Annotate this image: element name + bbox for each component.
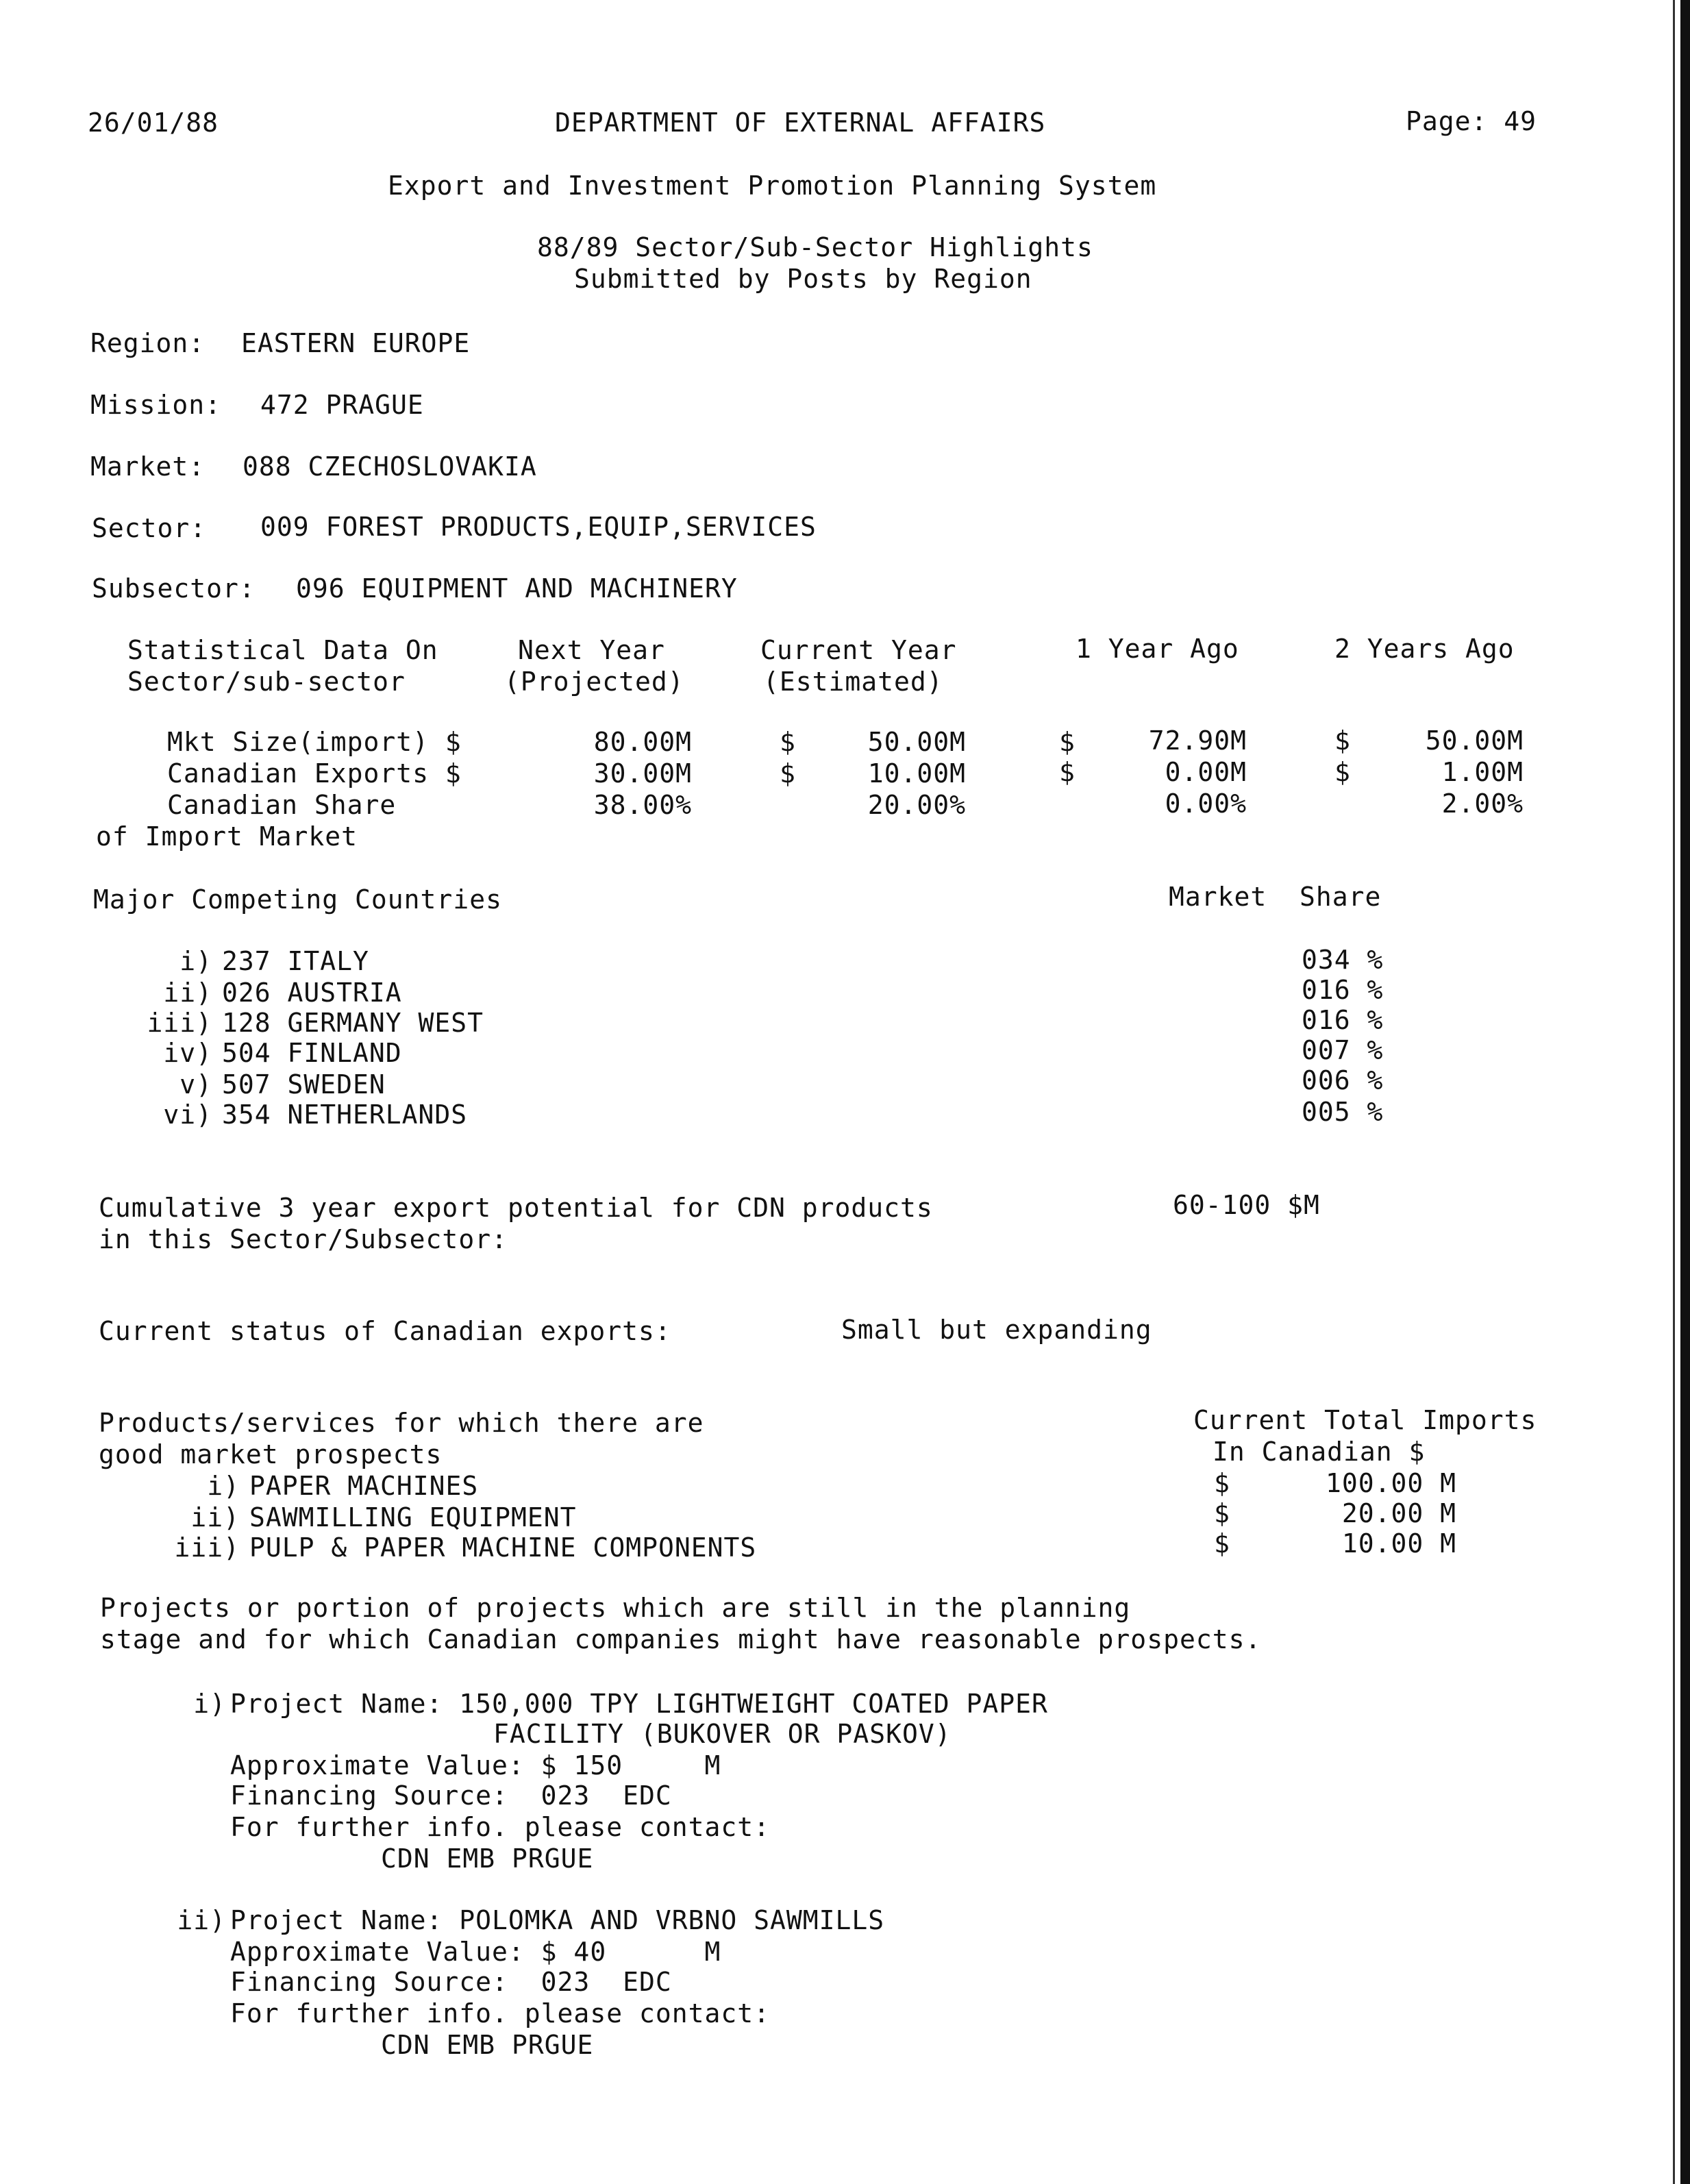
col-next-year: Next Year — [518, 635, 665, 665]
contact-value: CDN EMB PRGUE — [381, 2030, 594, 2060]
col-current-year-sub: (Estimated) — [763, 667, 943, 697]
country-name: 237 ITALY — [222, 946, 369, 976]
row-label: Canadian Exports $ — [167, 758, 462, 789]
import-value: 20.00 M — [1341, 1498, 1456, 1528]
row-label: Mkt Size(import) $ — [167, 727, 462, 757]
system-title: Export and Investment Promotion Planning System — [388, 171, 1157, 201]
currency-symbol: $ — [1059, 757, 1076, 787]
imports-heading-2: In Canadian $ — [1213, 1437, 1426, 1467]
projects-intro-1: Projects or portion of projects which are still in the planning — [100, 1593, 1131, 1623]
next-year-value: 80.00M — [593, 727, 692, 757]
one-year-ago-value: 0.00M — [1165, 757, 1247, 787]
one-year-ago-value: 0.00% — [1165, 789, 1247, 819]
market-label: Market: — [90, 451, 206, 482]
item-number: vi) — [163, 1100, 212, 1130]
current-year-value: 50.00M — [867, 727, 966, 757]
product-name: PULP & PAPER MACHINE COMPONENTS — [249, 1532, 757, 1563]
potential-line-1: Cumulative 3 year export potential for CDN products — [99, 1193, 933, 1223]
row-label: Canadian Share — [167, 790, 397, 820]
project-name-cont: FACILITY (BUKOVER OR PASKOV) — [493, 1719, 952, 1749]
contact-label: For further info. please contact: — [230, 1998, 770, 2028]
market-share-value: 016 % — [1302, 975, 1384, 1005]
subsector-label: Subsector: — [92, 573, 256, 604]
page-number: Page: 49 — [1406, 106, 1537, 136]
projects-intro-2: stage and for which Canadian companies might have reasonable prospects. — [100, 1624, 1262, 1654]
mission-label: Mission: — [90, 390, 222, 420]
country-name: 504 FINLAND — [222, 1038, 402, 1068]
currency-symbol: $ — [780, 727, 796, 757]
currency-symbol: $ — [1334, 757, 1351, 787]
products-heading-2: good market prospects — [99, 1439, 443, 1469]
item-number: ii) — [177, 1905, 226, 1935]
col-1-year-ago: 1 Year Ago — [1076, 634, 1239, 664]
financing-source: Financing Source: 023 EDC — [230, 1967, 672, 1997]
currency-symbol: $ — [1214, 1528, 1230, 1559]
item-number: i) — [179, 946, 212, 976]
product-name: SAWMILLING EQUIPMENT — [249, 1502, 577, 1532]
two-years-ago-value: 50.00M — [1425, 725, 1524, 756]
currency-symbol: $ — [1214, 1498, 1230, 1528]
country-name: 128 GERMANY WEST — [222, 1008, 484, 1038]
col-current-year: Current Year — [760, 635, 957, 665]
sector-label: Sector: — [92, 513, 207, 543]
status-value: Small but expanding — [841, 1315, 1152, 1345]
currency-symbol: $ — [780, 758, 796, 789]
col-next-year-sub: (Projected) — [504, 667, 684, 697]
current-year-value: 10.00M — [867, 758, 966, 789]
import-value: 10.00 M — [1341, 1528, 1456, 1559]
next-year-value: 30.00M — [593, 758, 692, 789]
subsector-value: 096 EQUIPMENT AND MACHINERY — [296, 573, 738, 604]
currency-symbol: $ — [1059, 727, 1076, 757]
market-share-value: 034 % — [1302, 945, 1384, 975]
currency-symbol: $ — [1334, 725, 1351, 756]
share-continuation: of Import Market — [96, 821, 358, 852]
item-number: i) — [193, 1689, 226, 1719]
project-name: Project Name: 150,000 TPY LIGHTWEIGHT COATED PAPER — [230, 1689, 1048, 1719]
project-value: Approximate Value: $ 40 M — [230, 1937, 721, 1967]
market-share-value: 006 % — [1302, 1065, 1384, 1095]
next-year-value: 38.00% — [593, 790, 692, 820]
one-year-ago-value: 72.90M — [1148, 725, 1247, 756]
country-name: 026 AUSTRIA — [222, 978, 402, 1008]
currency-symbol: $ — [1214, 1468, 1230, 1498]
competitors-heading: Major Competing Countries — [93, 884, 502, 915]
item-number: ii) — [163, 978, 212, 1008]
country-name: 507 SWEDEN — [222, 1069, 386, 1100]
region-label: Region: — [90, 328, 206, 358]
region-value: EASTERN EUROPE — [241, 328, 471, 358]
two-years-ago-value: 2.00% — [1441, 789, 1524, 819]
financing-source: Financing Source: 023 EDC — [230, 1780, 672, 1811]
page-edge-border — [1680, 0, 1690, 2184]
col-2-years-ago: 2 Years Ago — [1334, 634, 1515, 664]
market-value: 088 CZECHOSLOVAKIA — [243, 451, 537, 482]
import-value: 100.00 M — [1325, 1468, 1456, 1498]
stats-heading-1: Statistical Data On — [127, 635, 438, 665]
item-number: iii) — [174, 1532, 240, 1563]
contact-value: CDN EMB PRGUE — [381, 1844, 594, 1874]
report-date: 26/01/88 — [88, 108, 219, 138]
country-name: 354 NETHERLANDS — [222, 1100, 468, 1130]
project-value: Approximate Value: $ 150 M — [230, 1750, 721, 1780]
potential-value: 60-100 $M — [1173, 1190, 1320, 1220]
project-name: Project Name: POLOMKA AND VRBNO SAWMILLS — [230, 1905, 885, 1935]
potential-line-2: in this Sector/Subsector: — [99, 1224, 508, 1254]
report-title: 88/89 Sector/Sub-Sector Highlights — [537, 232, 1093, 262]
two-years-ago-value: 1.00M — [1441, 757, 1524, 787]
department-title: DEPARTMENT OF EXTERNAL AFFAIRS — [555, 108, 1046, 138]
current-year-value: 20.00% — [867, 790, 966, 820]
stats-heading-2: Sector/sub-sector — [127, 667, 406, 697]
market-share-value: 016 % — [1302, 1005, 1384, 1035]
product-name: PAPER MACHINES — [249, 1471, 479, 1501]
item-number: iii) — [147, 1008, 212, 1038]
item-number: ii) — [190, 1502, 240, 1532]
products-heading-1: Products/services for which there are — [99, 1408, 704, 1438]
page-edge-line — [1673, 0, 1675, 2184]
item-number: i) — [207, 1471, 240, 1501]
item-number: v) — [179, 1069, 212, 1100]
mission-value: 472 PRAGUE — [260, 390, 424, 420]
contact-label: For further info. please contact: — [230, 1812, 770, 1842]
market-share-heading: Market Share — [1169, 882, 1382, 912]
imports-heading-1: Current Total Imports — [1193, 1405, 1537, 1435]
item-number: iv) — [163, 1038, 212, 1068]
market-share-value: 005 % — [1302, 1097, 1384, 1127]
status-label: Current status of Canadian exports: — [99, 1316, 671, 1346]
market-share-value: 007 % — [1302, 1035, 1384, 1065]
sector-value: 009 FOREST PRODUCTS,EQUIP,SERVICES — [260, 512, 817, 542]
report-subtitle: Submitted by Posts by Region — [574, 264, 1032, 294]
